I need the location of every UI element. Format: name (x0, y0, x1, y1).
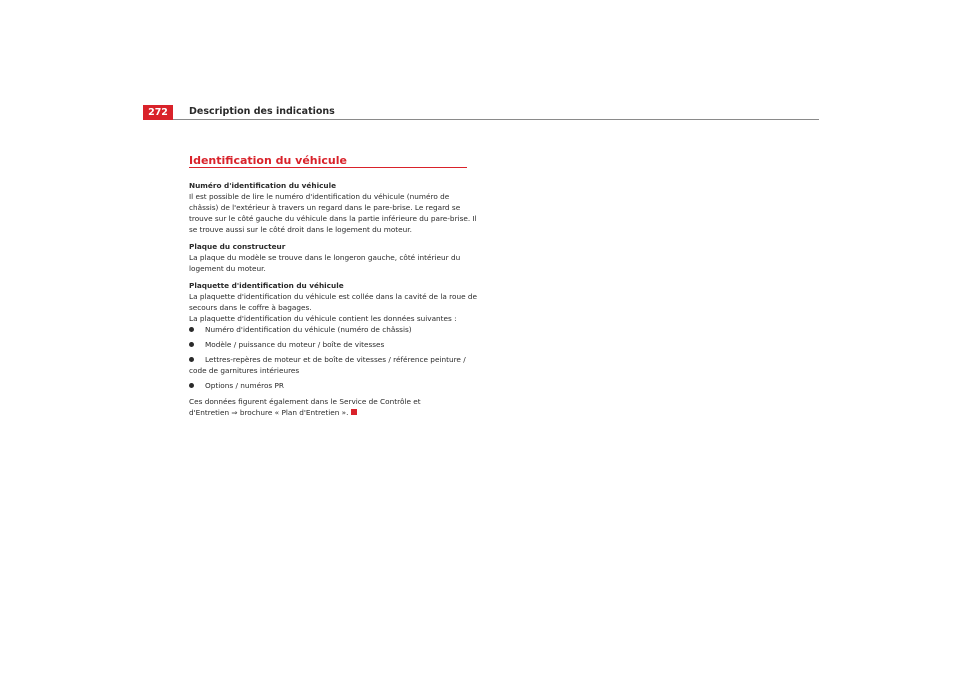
closing-text-line-2: d'Entretien ⇒ brochure « Plan d'Entretien ». (189, 408, 349, 417)
manufacturer-plate-heading: Plaque du constructeur (189, 242, 286, 251)
bullet-icon (189, 383, 194, 388)
content-body (189, 180, 479, 418)
section-end-icon (351, 409, 357, 415)
closing-text-line-1: Ces données figurent également dans le Service de Contrôle et (189, 397, 421, 406)
header-divider (173, 119, 819, 120)
manufacturer-plate-block (189, 241, 479, 274)
closing-text (189, 396, 479, 418)
page-number: 272 (143, 105, 173, 120)
id-sticker-heading: Plaquette d'identification du véhicule (189, 281, 344, 290)
header-title: Description des indications (189, 106, 335, 117)
id-sticker-contents-intro: La plaquette d'identification du véhicule contient les données suivantes : (189, 314, 457, 323)
list-item (189, 324, 479, 335)
section-divider (189, 167, 467, 168)
list-item-text: Modèle / puissance du moteur / boîte de vitesses (205, 340, 385, 349)
list-item (189, 339, 479, 350)
manufacturer-plate-text: La plaque du modèle se trouve dans le longeron gauche, côté intérieur du logement du moteur. (189, 253, 461, 273)
id-sticker-location-text: La plaquette d'identification du véhicule est collée dans la cavité de la roue de secours dans le coffre à bagages. (189, 292, 478, 312)
list-item-text: Options / numéros PR (205, 381, 284, 390)
vin-heading: Numéro d'identification du véhicule (189, 181, 337, 190)
list-item (189, 354, 479, 376)
vin-text: Il est possible de lire le numéro d'identification du véhicule (numéro de châssis) de l'extérieur à travers un regard dans le pare-brise. Le regard se trouve sur le côté gauche du véhicule dans la partie inférieure du pare-brise. Il se trouve aussi sur le côté droit dans le logement du moteur. (189, 192, 477, 234)
bullet-icon (189, 342, 194, 347)
vin-block (189, 180, 479, 235)
bullet-icon (189, 327, 194, 332)
section-title: Identification du véhicule (189, 154, 347, 167)
list-item-text: Lettres-repères de moteur et de boîte de vitesses / référence peinture / code de garnitures intérieures (189, 355, 466, 375)
id-sticker-data-list (189, 324, 479, 391)
id-sticker-block (189, 280, 479, 418)
list-item (189, 380, 479, 391)
list-item-text: Numéro d'identification du véhicule (numéro de châssis) (205, 325, 412, 334)
bullet-icon (189, 357, 194, 362)
